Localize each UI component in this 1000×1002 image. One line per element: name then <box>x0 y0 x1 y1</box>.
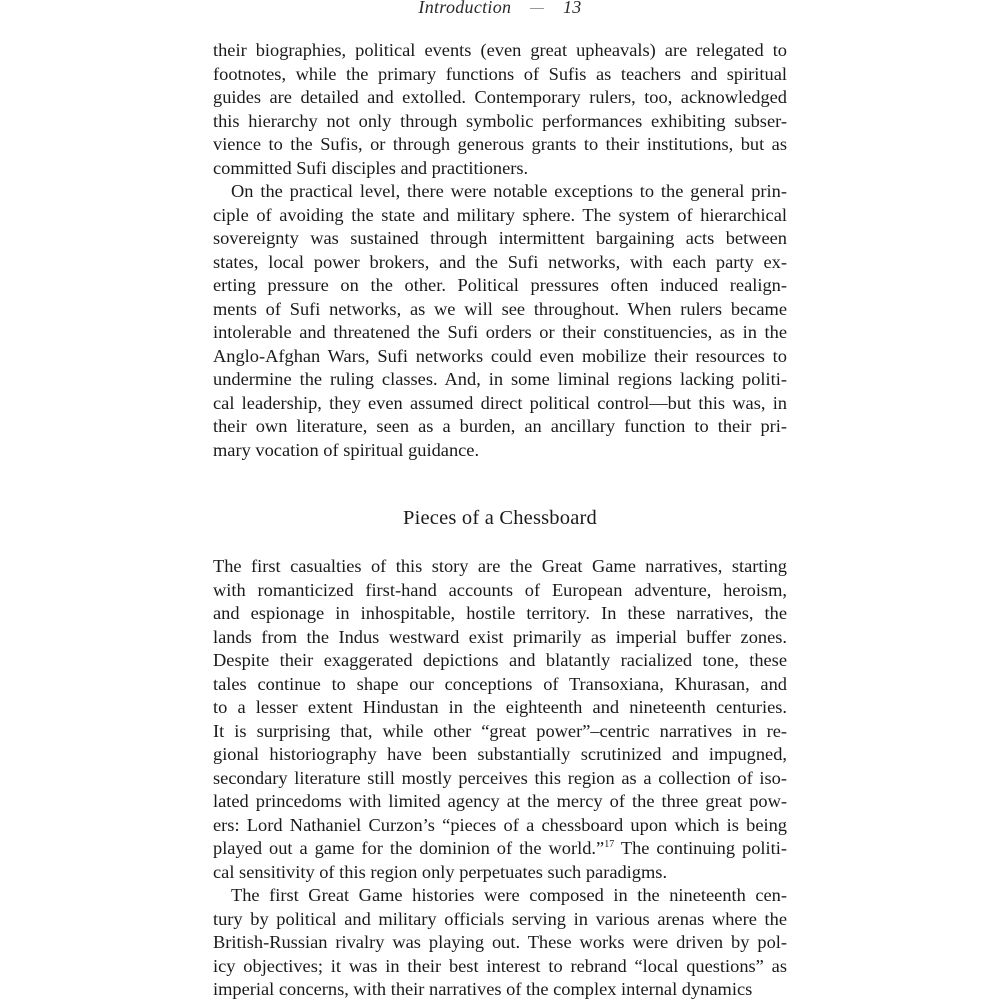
paragraph <box>213 884 787 1002</box>
paragraph <box>213 555 787 884</box>
text-line: mary vocation of spiritual guidance. <box>213 439 480 460</box>
text-line: On the practical level, there were notable exceptions to the general prin- <box>231 181 787 201</box>
text-line: tales continue to shape our conceptions of Transoxiana, Khurasan, and <box>213 673 787 694</box>
text-line: their biographies, political events (even great upheavals) are relegated to <box>213 40 787 60</box>
body-text-after-heading <box>213 555 787 1002</box>
text-line: intolerable and threatened the Sufi orders or their constituencies, as in the <box>213 322 787 342</box>
text-line: Despite their exaggerated depictions and blatantly racialized tone, these <box>213 650 787 670</box>
text-line: sovereignty was sustained through intermittent bargaining acts between <box>213 228 787 248</box>
text-line: committed Sufi disciples and practitioners. <box>213 157 529 178</box>
running-header-section: Introduction <box>418 0 512 17</box>
body-text-before-heading <box>213 39 787 462</box>
text-line: ers: Lord Nathaniel Curzon’s “pieces of a chessboard upon which is being <box>213 814 787 835</box>
text-line: ciple of avoiding the state and military sphere. The system of hierarchical <box>213 204 787 225</box>
paragraph <box>213 180 787 462</box>
footnote-reference[interactable]: 17 <box>604 838 615 850</box>
text-line: their own literature, seen as a burden, an ancillary function to their pri- <box>213 416 787 436</box>
text-line: ments of Sufi networks, as we will see throughout. When rulers became <box>213 298 787 319</box>
header-separator <box>530 8 544 9</box>
text-line: lands from the Indus westward exist primarily as imperial buffer zones. <box>213 626 787 647</box>
text-line: It is surprising that, while other “great power”–centric narratives in re- <box>213 720 787 741</box>
running-header <box>0 0 1000 18</box>
text-line: guides are detailed and extolled. Contemporary rulers, too, acknowledged <box>213 87 787 107</box>
text-line: tury by political and military officials serving in various arenas where the <box>213 908 787 929</box>
text-line: states, local power brokers, and the Sufi networks, with each party ex- <box>213 251 787 272</box>
section-heading: Pieces of a Chessboard <box>403 507 597 529</box>
text-line: and espionage in inhospitable, hostile territory. In these narratives, the <box>213 603 787 623</box>
text-line: imperial concerns, with their narratives of the complex internal dynamics <box>213 979 753 999</box>
text-line: this hierarchy not only through symbolic performances exhibiting subser- <box>213 110 787 131</box>
text-line: lated princedoms with limited agency at the mercy of the three great pow- <box>213 791 787 811</box>
text-line: Anglo-Afghan Wars, Sufi networks could even mobilize their resources to <box>213 345 787 366</box>
text-line: erting pressure on the other. Political pressures often induced realign- <box>213 275 787 295</box>
text-line: British-Russian rivalry was playing out. These works were driven by pol- <box>213 932 787 952</box>
text-line: cal leadership, they even assumed direct political control—but this was, in <box>213 392 787 413</box>
text-line: cal sensitivity of this region only perpetuates such paradigms. <box>213 861 668 882</box>
text-line: The first casualties of this story are the Great Game narratives, starting <box>213 556 787 576</box>
page-number: 13 <box>562 0 582 17</box>
text-line: The first Great Game histories were composed in the nineteenth cen- <box>231 885 787 905</box>
paragraph <box>213 39 787 180</box>
text-line: played out a game for the dominion of the world.”$^{17}$ The continuing politi- <box>213 838 787 858</box>
text-line: icy objectives; it was in their best interest to rebrand “local questions” as <box>213 955 787 976</box>
text-line: secondary literature still mostly perceives this region as a collection of iso- <box>213 767 787 788</box>
text-line: gional historiography have been substantially scrutinized and impugned, <box>213 744 787 764</box>
text-line: vience to the Sufis, or through generous grants to their institutions, but as <box>213 134 787 154</box>
text-line: to a lesser extent Hindustan in the eighteenth and nineteenth centuries. <box>213 697 787 717</box>
text-line: with romanticized first-hand accounts of European adventure, heroism, <box>213 579 787 600</box>
text-line: undermine the ruling classes. And, in some liminal regions lacking politi- <box>213 369 787 389</box>
text-line: footnotes, while the primary functions of Sufis as teachers and spiritual <box>213 63 787 84</box>
